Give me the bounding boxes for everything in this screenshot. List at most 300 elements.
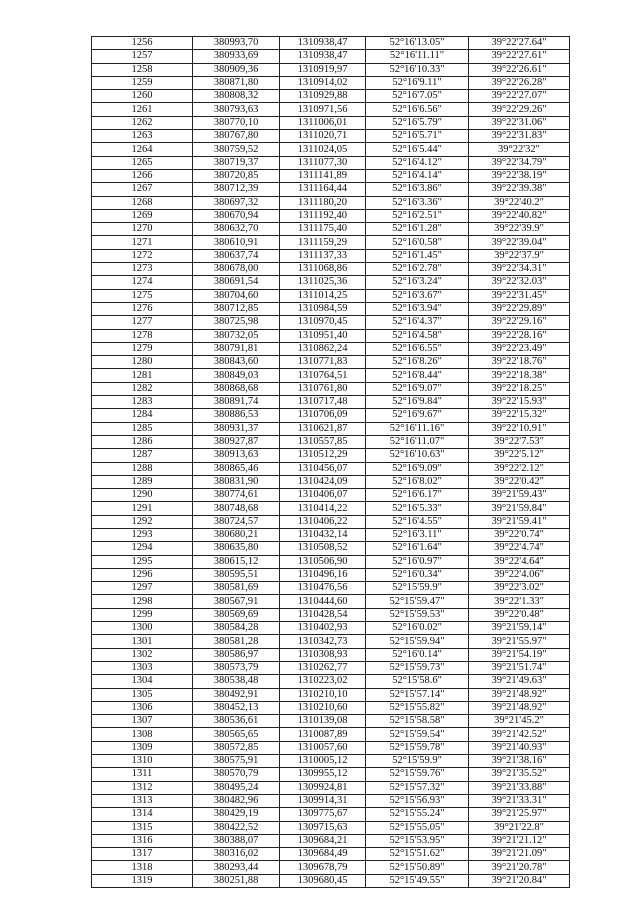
latitude-cell: 52°16'11.16" [366,422,469,435]
table-row [92,316,570,329]
longitude-cell: 39°21'21.09" [469,848,570,861]
x-coordinate-cell: 380581,69 [193,582,280,595]
table-row [92,555,570,568]
y-coordinate-cell: 1310496,16 [280,568,366,581]
table-row [92,768,570,781]
point-number-cell: 1259 [92,76,193,89]
y-coordinate-cell: 1309715,63 [280,821,366,834]
point-number-cell: 1319 [92,874,193,887]
longitude-cell: 39°22'32.03" [469,276,570,289]
longitude-cell: 39°22'38.19" [469,169,570,182]
point-number-cell: 1260 [92,90,193,103]
table-row [92,661,570,674]
longitude-cell: 39°22'18.38" [469,369,570,382]
longitude-cell: 39°22'31.83" [469,130,570,143]
x-coordinate-cell: 380492,91 [193,688,280,701]
table-row [92,755,570,768]
x-coordinate-cell: 380720,85 [193,169,280,182]
table-row [92,568,570,581]
table-row [92,209,570,222]
y-coordinate-cell: 1310262,77 [280,661,366,674]
longitude-cell: 39°22'32" [469,143,570,156]
latitude-cell: 52°15'59.54" [366,728,469,741]
table-row [92,794,570,807]
x-coordinate-cell: 380774,61 [193,489,280,502]
y-coordinate-cell: 1310456,07 [280,462,366,475]
y-coordinate-cell: 1309684,49 [280,848,366,861]
table-row [92,475,570,488]
table-row [92,741,570,754]
latitude-cell: 52°16'10.33" [366,63,469,76]
longitude-cell: 39°22'31.45" [469,289,570,302]
longitude-cell: 39°21'48.92" [469,701,570,714]
table-row [92,183,570,196]
table-row [92,542,570,555]
x-coordinate-cell: 380536,61 [193,715,280,728]
latitude-cell: 52°16'10.63" [366,449,469,462]
x-coordinate-cell: 380886,53 [193,409,280,422]
x-coordinate-cell: 380251,88 [193,874,280,887]
x-coordinate-cell: 380610,91 [193,236,280,249]
table-row [92,289,570,302]
point-number-cell: 1290 [92,489,193,502]
table-row [92,701,570,714]
longitude-cell: 39°21'25.97" [469,808,570,821]
x-coordinate-cell: 380712,39 [193,183,280,196]
table-row [92,223,570,236]
longitude-cell: 39°22'37.9" [469,249,570,262]
point-number-cell: 1285 [92,422,193,435]
point-number-cell: 1261 [92,103,193,116]
latitude-cell: 52°15'59.9" [366,582,469,595]
x-coordinate-cell: 380429,19 [193,808,280,821]
longitude-cell: 39°21'35.52" [469,768,570,781]
longitude-cell: 39°21'42.52" [469,728,570,741]
point-number-cell: 1269 [92,209,193,222]
y-coordinate-cell: 1310919,97 [280,63,366,76]
x-coordinate-cell: 380891,74 [193,396,280,409]
y-coordinate-cell: 1311025,36 [280,276,366,289]
y-coordinate-cell: 1311137,33 [280,249,366,262]
table-row [92,409,570,422]
point-number-cell: 1303 [92,661,193,674]
x-coordinate-cell: 380495,24 [193,781,280,794]
x-coordinate-cell: 380595,51 [193,568,280,581]
latitude-cell: 52°16'5.71" [366,130,469,143]
longitude-cell: 39°22'0.74" [469,528,570,541]
latitude-cell: 52°16'1.28" [366,223,469,236]
point-number-cell: 1279 [92,342,193,355]
x-coordinate-cell: 380767,80 [193,130,280,143]
x-coordinate-cell: 380793,63 [193,103,280,116]
longitude-cell: 39°21'48.92" [469,688,570,701]
longitude-cell: 39°22'40.2" [469,196,570,209]
longitude-cell: 39°21'49.63" [469,675,570,688]
y-coordinate-cell: 1310210,10 [280,688,366,701]
latitude-cell: 52°16'0.34" [366,568,469,581]
longitude-cell: 39°22'23.49" [469,342,570,355]
y-coordinate-cell: 1310862,24 [280,342,366,355]
x-coordinate-cell: 380759,52 [193,143,280,156]
table-row [92,435,570,448]
latitude-cell: 52°16'0.02" [366,622,469,635]
y-coordinate-cell: 1311077,30 [280,156,366,169]
y-coordinate-cell: 1309680,45 [280,874,366,887]
latitude-cell: 52°16'5.33" [366,502,469,515]
point-number-cell: 1294 [92,542,193,555]
y-coordinate-cell: 1310428,54 [280,608,366,621]
latitude-cell: 52°16'4.14" [366,169,469,182]
latitude-cell: 52°15'59.73" [366,661,469,674]
x-coordinate-cell: 380632,70 [193,223,280,236]
x-coordinate-cell: 380931,37 [193,422,280,435]
point-number-cell: 1298 [92,595,193,608]
x-coordinate-cell: 380843,60 [193,356,280,369]
longitude-cell: 39°22'29.16" [469,316,570,329]
latitude-cell: 52°16'9.11" [366,76,469,89]
longitude-cell: 39°21'59.43" [469,489,570,502]
y-coordinate-cell: 1310005,12 [280,755,366,768]
latitude-cell: 52°16'4.58" [366,329,469,342]
latitude-cell: 52°15'59.94" [366,635,469,648]
x-coordinate-cell: 380569,69 [193,608,280,621]
y-coordinate-cell: 1310764,51 [280,369,366,382]
y-coordinate-cell: 1309678,79 [280,861,366,874]
y-coordinate-cell: 1310057,60 [280,741,366,754]
point-number-cell: 1287 [92,449,193,462]
latitude-cell: 52°15'59.76" [366,768,469,781]
y-coordinate-cell: 1311141,89 [280,169,366,182]
point-number-cell: 1313 [92,794,193,807]
table-row [92,848,570,861]
x-coordinate-cell: 380573,79 [193,661,280,674]
y-coordinate-cell: 1310512,29 [280,449,366,462]
y-coordinate-cell: 1310210,60 [280,701,366,714]
table-row [92,263,570,276]
y-coordinate-cell: 1311006,01 [280,116,366,129]
x-coordinate-cell: 380719,37 [193,156,280,169]
y-coordinate-cell: 1310938,47 [280,50,366,63]
x-coordinate-cell: 380635,80 [193,542,280,555]
table-row [92,396,570,409]
longitude-cell: 39°22'39.04" [469,236,570,249]
y-coordinate-cell: 1310970,45 [280,316,366,329]
point-number-cell: 1291 [92,502,193,515]
latitude-cell: 52°15'50.89" [366,861,469,874]
y-coordinate-cell: 1310771,83 [280,356,366,369]
table-row [92,382,570,395]
y-coordinate-cell: 1310444,60 [280,595,366,608]
x-coordinate-cell: 380615,12 [193,555,280,568]
latitude-cell: 52°16'3.86" [366,183,469,196]
longitude-cell: 39°22'28.16" [469,329,570,342]
latitude-cell: 52°16'5.44" [366,143,469,156]
point-number-cell: 1310 [92,755,193,768]
latitude-cell: 52°16'11.11" [366,50,469,63]
latitude-cell: 52°15'53.95" [366,834,469,847]
latitude-cell: 52°16'3.67" [366,289,469,302]
point-number-cell: 1283 [92,396,193,409]
latitude-cell: 52°16'4.55" [366,515,469,528]
longitude-cell: 39°21'20.78" [469,861,570,874]
point-number-cell: 1305 [92,688,193,701]
point-number-cell: 1309 [92,741,193,754]
x-coordinate-cell: 380831,90 [193,475,280,488]
y-coordinate-cell: 1311068,86 [280,263,366,276]
longitude-cell: 39°22'26.28" [469,76,570,89]
x-coordinate-cell: 380680,21 [193,528,280,541]
y-coordinate-cell: 1310984,59 [280,302,366,315]
x-coordinate-cell: 380913,63 [193,449,280,462]
table-row [92,874,570,887]
longitude-cell: 39°22'27.07" [469,90,570,103]
longitude-cell: 39°22'31.06" [469,116,570,129]
table-row [92,369,570,382]
table-row [92,156,570,169]
point-number-cell: 1264 [92,143,193,156]
point-number-cell: 1296 [92,568,193,581]
latitude-cell: 52°16'2.78" [366,263,469,276]
y-coordinate-cell: 1311175,40 [280,223,366,236]
x-coordinate-cell: 380697,32 [193,196,280,209]
point-number-cell: 1282 [92,382,193,395]
y-coordinate-cell: 1311024,05 [280,143,366,156]
latitude-cell: 52°16'4.37" [366,316,469,329]
y-coordinate-cell: 1311159,29 [280,236,366,249]
longitude-cell: 39°22'39.38" [469,183,570,196]
y-coordinate-cell: 1311164,44 [280,183,366,196]
latitude-cell: 52°15'59.53" [366,608,469,621]
x-coordinate-cell: 380538,48 [193,675,280,688]
table-row [92,489,570,502]
latitude-cell: 52°16'2.51" [366,209,469,222]
x-coordinate-cell: 380316,02 [193,848,280,861]
latitude-cell: 52°16'8.44" [366,369,469,382]
latitude-cell: 52°16'0.14" [366,648,469,661]
table-row [92,422,570,435]
table-row [92,169,570,182]
table-row [92,356,570,369]
point-number-cell: 1278 [92,329,193,342]
latitude-cell: 52°16'1.45" [366,249,469,262]
latitude-cell: 52°16'4.12" [366,156,469,169]
y-coordinate-cell: 1310508,52 [280,542,366,555]
y-coordinate-cell: 1310308,93 [280,648,366,661]
x-coordinate-cell: 380567,91 [193,595,280,608]
latitude-cell: 52°16'8.26" [366,356,469,369]
y-coordinate-cell: 1310929,88 [280,90,366,103]
table-row [92,728,570,741]
table-row [92,63,570,76]
latitude-cell: 52°15'51.62" [366,848,469,861]
y-coordinate-cell: 1310557,85 [280,435,366,448]
point-number-cell: 1277 [92,316,193,329]
latitude-cell: 52°16'6.56" [366,103,469,116]
y-coordinate-cell: 1310761,80 [280,382,366,395]
latitude-cell: 52°16'8.02" [366,475,469,488]
table-row [92,582,570,595]
y-coordinate-cell: 1310621,87 [280,422,366,435]
point-number-cell: 1257 [92,50,193,63]
point-number-cell: 1276 [92,302,193,315]
latitude-cell: 52°16'11.07" [366,435,469,448]
y-coordinate-cell: 1311014,25 [280,289,366,302]
table-row [92,302,570,315]
table-row [92,116,570,129]
x-coordinate-cell: 380993,70 [193,37,280,50]
x-coordinate-cell: 380849,03 [193,369,280,382]
table-row [92,143,570,156]
point-number-cell: 1263 [92,130,193,143]
x-coordinate-cell: 380770,10 [193,116,280,129]
point-number-cell: 1268 [92,196,193,209]
longitude-cell: 39°21'22.8" [469,821,570,834]
point-number-cell: 1262 [92,116,193,129]
x-coordinate-cell: 380482,96 [193,794,280,807]
latitude-cell: 52°15'57.32" [366,781,469,794]
point-number-cell: 1272 [92,249,193,262]
point-number-cell: 1267 [92,183,193,196]
x-coordinate-cell: 380452,13 [193,701,280,714]
latitude-cell: 52°15'59.78" [366,741,469,754]
table-row [92,648,570,661]
y-coordinate-cell: 1310406,07 [280,489,366,502]
longitude-cell: 39°21'38.16" [469,755,570,768]
table-row [92,688,570,701]
longitude-cell: 39°22'39.9" [469,223,570,236]
table-row [92,236,570,249]
point-number-cell: 1297 [92,582,193,595]
latitude-cell: 52°15'57.14" [366,688,469,701]
x-coordinate-cell: 380808,32 [193,90,280,103]
latitude-cell: 52°16'7.05" [366,90,469,103]
point-number-cell: 1284 [92,409,193,422]
table-row [92,329,570,342]
longitude-cell: 39°21'55.97" [469,635,570,648]
point-number-cell: 1316 [92,834,193,847]
x-coordinate-cell: 380704,60 [193,289,280,302]
table-row [92,462,570,475]
point-number-cell: 1312 [92,781,193,794]
longitude-cell: 39°21'59.41" [469,515,570,528]
longitude-cell: 39°22'27.64" [469,37,570,50]
point-number-cell: 1304 [92,675,193,688]
point-number-cell: 1289 [92,475,193,488]
x-coordinate-cell: 380581,28 [193,635,280,648]
point-number-cell: 1307 [92,715,193,728]
latitude-cell: 52°16'3.24" [366,276,469,289]
x-coordinate-cell: 380712,85 [193,302,280,315]
latitude-cell: 52°16'9.67" [366,409,469,422]
longitude-cell: 39°22'4.64" [469,555,570,568]
y-coordinate-cell: 1310914,02 [280,76,366,89]
latitude-cell: 52°16'3.36" [366,196,469,209]
latitude-cell: 52°16'3.11" [366,528,469,541]
x-coordinate-cell: 380909,36 [193,63,280,76]
table-row [92,821,570,834]
latitude-cell: 52°15'59.9" [366,755,469,768]
table-row [92,675,570,688]
point-number-cell: 1295 [92,555,193,568]
longitude-cell: 39°22'26.61" [469,63,570,76]
x-coordinate-cell: 380791,81 [193,342,280,355]
point-number-cell: 1274 [92,276,193,289]
table-row [92,608,570,621]
longitude-cell: 39°22'5.12" [469,449,570,462]
y-coordinate-cell: 1310414,22 [280,502,366,515]
longitude-cell: 39°21'33.31" [469,794,570,807]
longitude-cell: 39°22'29.26" [469,103,570,116]
y-coordinate-cell: 1309914,31 [280,794,366,807]
table-row [92,449,570,462]
y-coordinate-cell: 1310139,08 [280,715,366,728]
x-coordinate-cell: 380584,28 [193,622,280,635]
y-coordinate-cell: 1310506,90 [280,555,366,568]
y-coordinate-cell: 1310706,09 [280,409,366,422]
point-number-cell: 1256 [92,37,193,50]
table-row [92,76,570,89]
y-coordinate-cell: 1310951,40 [280,329,366,342]
latitude-cell: 52°15'58.6" [366,675,469,688]
point-number-cell: 1311 [92,768,193,781]
table-row [92,342,570,355]
longitude-cell: 39°21'21.12" [469,834,570,847]
x-coordinate-cell: 380871,80 [193,76,280,89]
latitude-cell: 52°15'56.93" [366,794,469,807]
table-row [92,635,570,648]
longitude-cell: 39°22'10.91" [469,422,570,435]
point-number-cell: 1280 [92,356,193,369]
x-coordinate-cell: 380724,57 [193,515,280,528]
latitude-cell: 52°16'1.64" [366,542,469,555]
longitude-cell: 39°21'59.14" [469,622,570,635]
longitude-cell: 39°22'27.61" [469,50,570,63]
x-coordinate-cell: 380691,54 [193,276,280,289]
table-row [92,37,570,50]
y-coordinate-cell: 1310087,89 [280,728,366,741]
table-row [92,781,570,794]
coordinates-table-body [92,37,570,888]
longitude-cell: 39°22'0.42" [469,475,570,488]
point-number-cell: 1270 [92,223,193,236]
point-number-cell: 1315 [92,821,193,834]
latitude-cell: 52°16'9.07" [366,382,469,395]
x-coordinate-cell: 380933,69 [193,50,280,63]
y-coordinate-cell: 1311192,40 [280,209,366,222]
point-number-cell: 1317 [92,848,193,861]
point-number-cell: 1318 [92,861,193,874]
latitude-cell: 52°15'49.55" [366,874,469,887]
x-coordinate-cell: 380572,85 [193,741,280,754]
table-row [92,834,570,847]
latitude-cell: 52°16'9.84" [366,396,469,409]
y-coordinate-cell: 1310402,93 [280,622,366,635]
latitude-cell: 52°15'59.47" [366,595,469,608]
y-coordinate-cell: 1310476,56 [280,582,366,595]
point-number-cell: 1286 [92,435,193,448]
longitude-cell: 39°22'18.25" [469,382,570,395]
point-number-cell: 1302 [92,648,193,661]
longitude-cell: 39°22'2.12" [469,462,570,475]
longitude-cell: 39°22'0.48" [469,608,570,621]
point-number-cell: 1292 [92,515,193,528]
point-number-cell: 1281 [92,369,193,382]
y-coordinate-cell: 1309955,12 [280,768,366,781]
point-number-cell: 1293 [92,528,193,541]
y-coordinate-cell: 1309684,21 [280,834,366,847]
latitude-cell: 52°15'55.05" [366,821,469,834]
longitude-cell: 39°22'18.76" [469,356,570,369]
